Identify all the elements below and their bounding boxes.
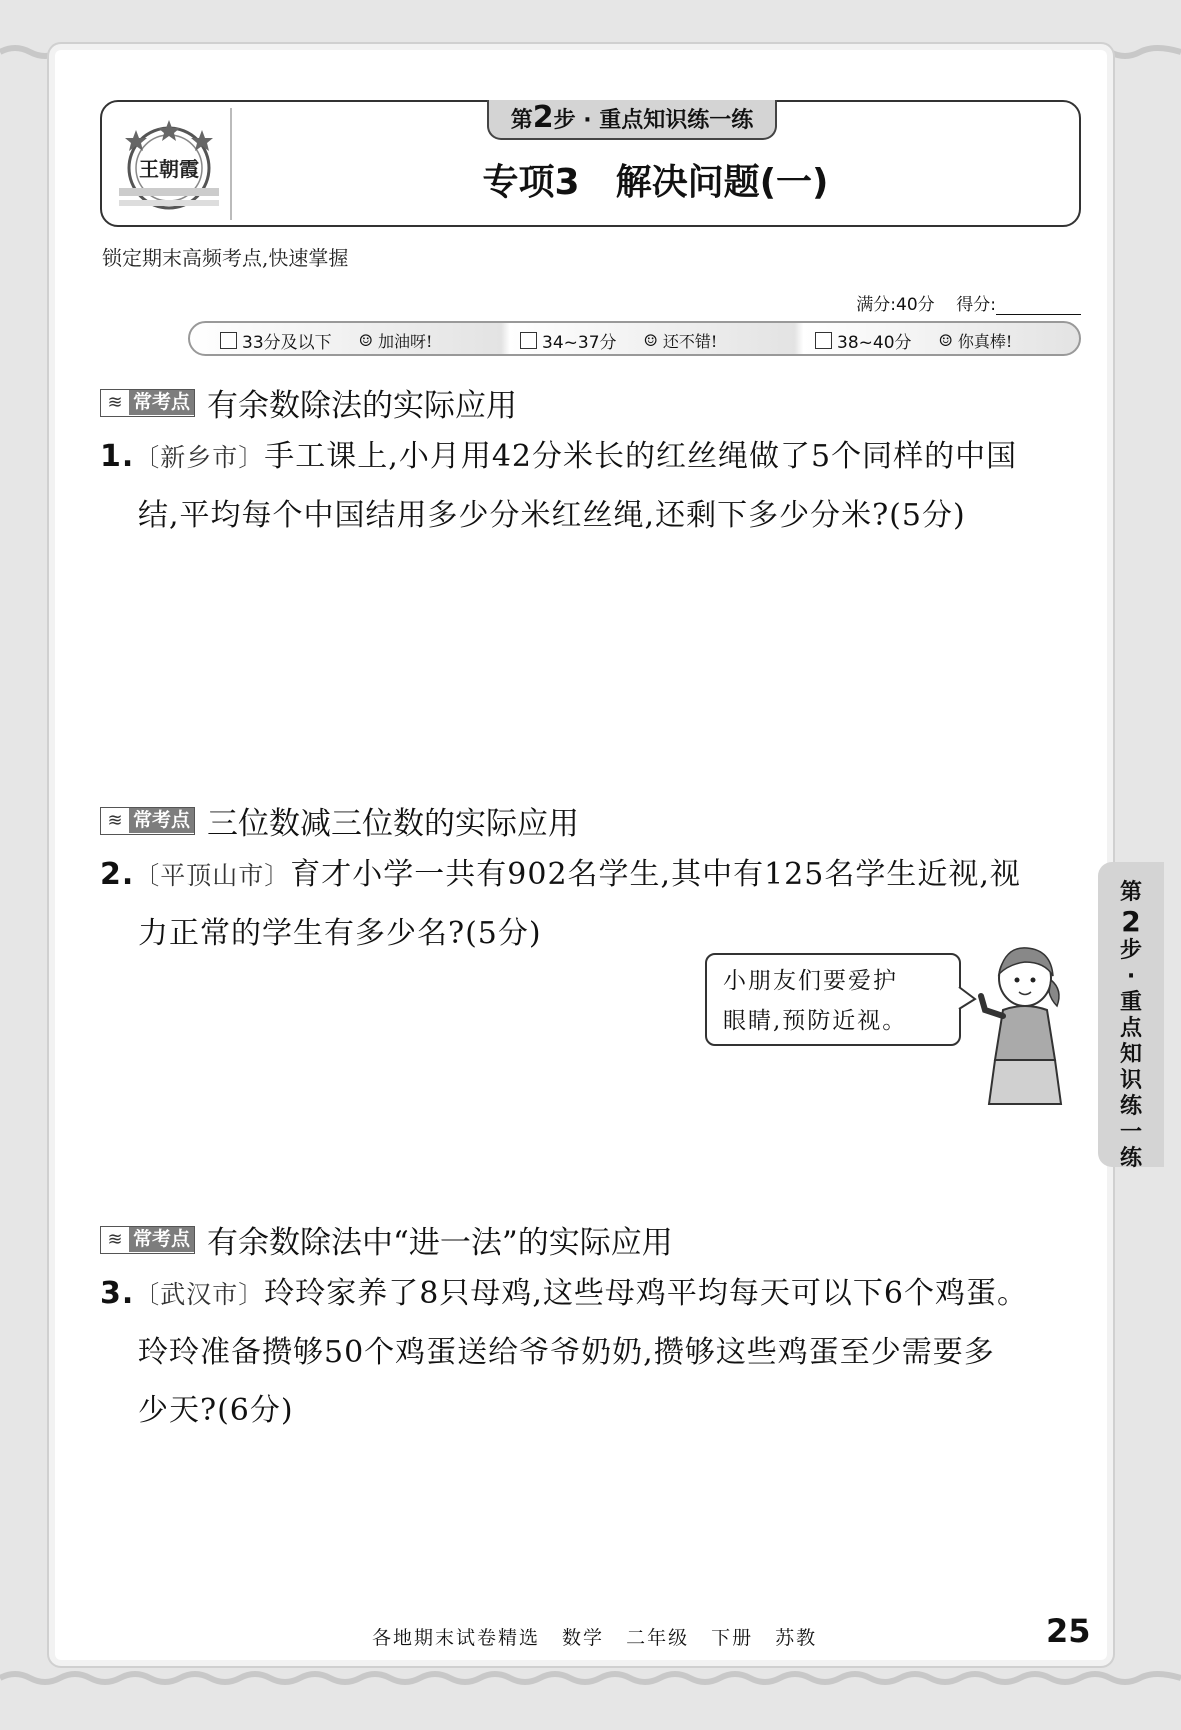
side-tab-char: 识 (1119, 1068, 1142, 1093)
question-1 (100, 428, 1085, 545)
question-source: 〔平顶山市〕 (134, 861, 291, 890)
rating-option (815, 328, 1012, 353)
question-text: 手工课上,小月用42分米长的红丝绳做了5个同样的中国 (264, 439, 1018, 474)
rating-range: 34~37分 (542, 333, 617, 353)
cheer-face-icon: ☺ (358, 331, 373, 350)
score-blank[interactable] (996, 299, 1081, 315)
topic-title: 有余数除法中“进一法”的实际应用 (207, 1225, 673, 1261)
rating-range: 33分及以下 (242, 333, 332, 353)
side-tab-char: 点 (1119, 1016, 1142, 1041)
question-3 (100, 1265, 1085, 1440)
rating-range: 38~40分 (837, 333, 912, 353)
question-text: 少天?(6分) (138, 1393, 294, 1428)
wavy-border-bottom (0, 1660, 1181, 1730)
page-title: 专项3 解决问题(一) (482, 162, 829, 203)
question-2 (100, 846, 1085, 963)
girl-illustration-icon (975, 940, 1070, 1110)
topic-tag (100, 807, 195, 835)
full-score-label: 满分:40分 (856, 295, 935, 315)
side-tab-char: 练 (1119, 1094, 1142, 1119)
topic-heading (100, 798, 579, 843)
bubble-tail-icon (957, 985, 977, 1015)
question-text: 玲玲准备攒够50个鸡蛋送给爷爷奶奶,攒够这些鸡蛋至少需要多 (138, 1335, 995, 1370)
side-tab-char: · (1126, 964, 1136, 989)
side-tab-prefix: 第 (1119, 880, 1142, 905)
question-text: 玲玲家养了8只母鸡,这些母鸡平均每天可以下6个鸡蛋。 (264, 1276, 1029, 1311)
waves-icon: ≋ (101, 1227, 129, 1252)
tagline: 锁定期末高频考点,快速掌握 (102, 246, 349, 270)
question-number: 2. (100, 857, 135, 892)
rating-checkbox[interactable] (220, 332, 237, 349)
page-footer: 各地期末试卷精选 数学 二年级 下册 苏教 (372, 1627, 818, 1649)
question-source: 〔新乡市〕 (134, 443, 265, 472)
question-text: 育才小学一共有902名学生,其中有125名学生近视,视 (290, 857, 1021, 892)
rating-comment: 你真棒! (957, 332, 1013, 351)
question-source: 〔武汉市〕 (134, 1280, 265, 1309)
score-line (856, 290, 1081, 315)
question-text: 结,平均每个中国结用多少分米红丝绳,还剩下多少分米?(5分) (138, 498, 966, 533)
rating-comment: 还不错! (662, 332, 718, 351)
side-tab-char: 重 (1119, 990, 1142, 1015)
side-tab-char: 知 (1119, 1042, 1142, 1067)
topic-tag-label: 常考点 (129, 808, 194, 833)
rating-comment: 加油呀! (377, 332, 433, 351)
rating-checkbox[interactable] (520, 332, 537, 349)
rating-checkbox[interactable] (815, 332, 832, 349)
waves-icon: ≋ (101, 390, 129, 415)
topic-heading (100, 380, 517, 425)
publisher-logo-icon (114, 108, 224, 218)
step-suffix: 步 · 重点知识练一练 (553, 108, 754, 133)
topic-tag (100, 389, 195, 417)
question-number: 1. (100, 439, 135, 474)
waves-icon: ≋ (101, 808, 129, 833)
speech-bubble (705, 953, 961, 1046)
side-section-tab (1098, 862, 1164, 1171)
step-tab (487, 100, 777, 140)
question-number: 3. (100, 1276, 135, 1311)
page-number: 25 (1046, 1612, 1091, 1650)
section-header (100, 100, 1081, 227)
topic-title: 三位数减三位数的实际应用 (207, 806, 580, 842)
question-text: 力正常的学生有多少名?(5分) (138, 916, 542, 951)
topic-tag-label: 常考点 (129, 390, 194, 415)
topic-tag (100, 1226, 195, 1254)
side-tab-char: 练 (1119, 1146, 1142, 1171)
self-rating-bar (188, 321, 1081, 356)
step-number: 2 (532, 100, 554, 135)
topic-heading (100, 1217, 673, 1262)
topic-title: 有余数除法的实际应用 (207, 388, 518, 424)
side-tab-char: 步 (1119, 938, 1142, 963)
step-prefix: 第 (510, 108, 533, 133)
rating-option (520, 328, 717, 353)
rating-option (220, 328, 432, 353)
topic-tag-label: 常考点 (129, 1227, 194, 1252)
got-score-label: 得分: (956, 295, 996, 315)
bubble-text: 小朋友们要爱护 (723, 968, 898, 994)
happy-face-icon: ☺ (938, 331, 953, 350)
side-tab-char: 一 (1119, 1120, 1142, 1145)
svg-text:王朝霞: 王朝霞 (139, 157, 199, 181)
side-tab-number: 2 (1121, 905, 1141, 938)
bubble-text: 眼睛,预防近视。 (723, 1008, 908, 1034)
smile-face-icon: ☺ (643, 331, 658, 350)
